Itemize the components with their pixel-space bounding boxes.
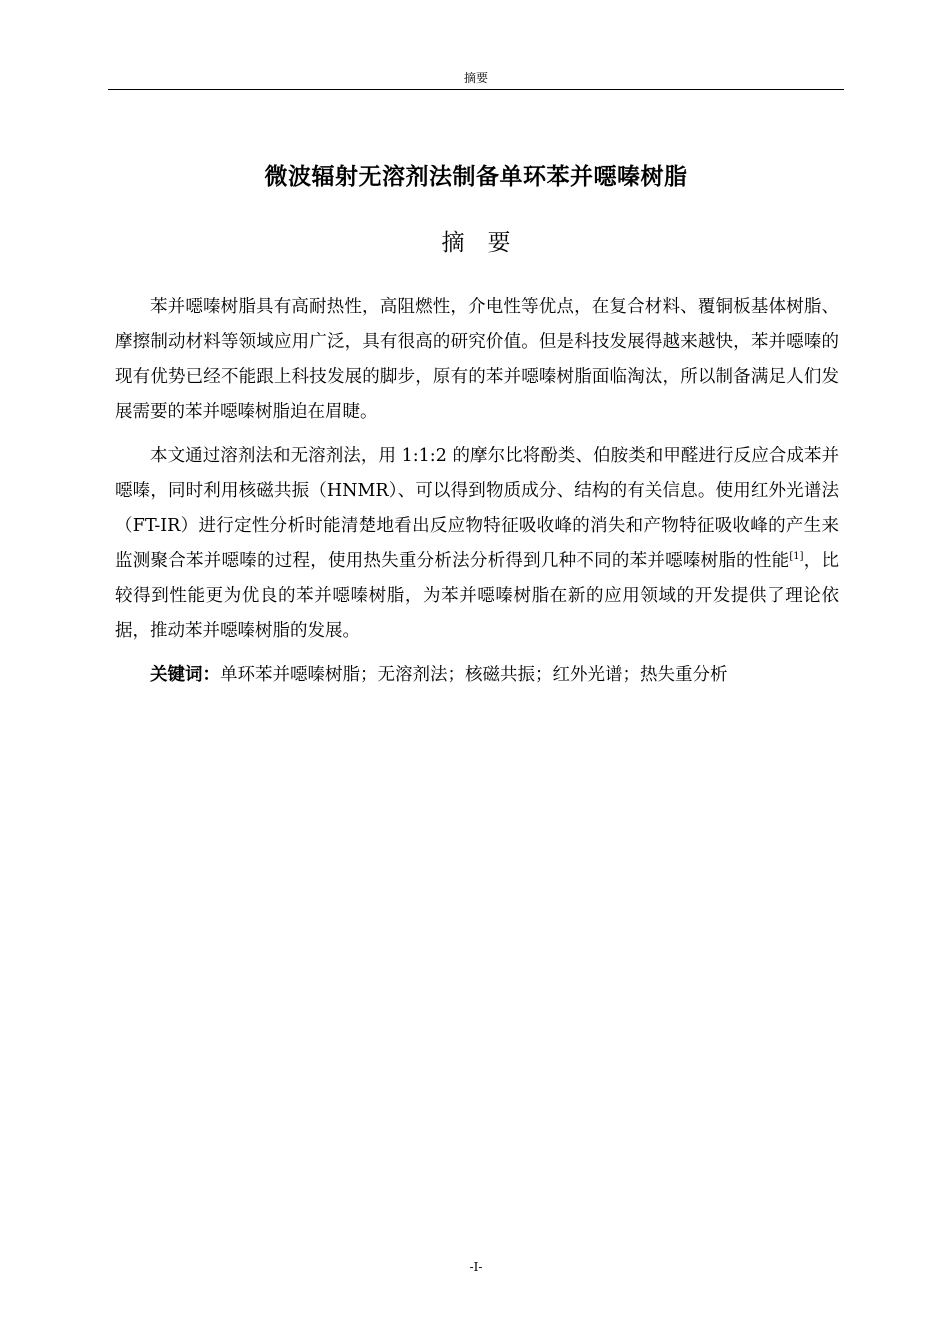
- abstract-body: [115, 290, 839, 702]
- paragraph-text-before-ref: 本文通过溶剂法和无溶剂法，用 1:1:2 的摩尔比将酚类、伯胺类和甲醛进行反应合成苯并噁嗪，同时利用核磁共振（HNMR）、可以得到物质成分、结构的有关信息。使用红外光谱法（FT-IR）进行定性分析时能清楚地看出反应物特征吸收峰的消失和产物特征吸收峰的产生来监测聚合苯并噁嗪的过程，使用热失重分析法分析得到几种不同的苯并噁嗪树脂的性能: [115, 446, 839, 571]
- keywords-label: 关键词：: [150, 665, 220, 685]
- paragraph-text: 苯并噁嗪树脂具有高耐热性，高阻燃性，介电性等优点，在复合材料、覆铜板基体树脂、摩擦制动材料等领域应用广泛，具有很高的研究价值。但是科技发展得越来越快，苯并噁嗪的现有优势已经不能跟上科技发展的脚步，原有的苯并噁嗪树脂面临淘汰，所以制备满足人们发展需要的苯并噁嗪树脂迫在眉睫。: [115, 297, 839, 422]
- page-number: -I-: [469, 1260, 483, 1274]
- abstract-paragraph-1: [115, 290, 839, 430]
- document-title: 微波辐射无溶剂法制备单环苯并噁嗪树脂: [264, 164, 688, 190]
- header-divider: [108, 89, 844, 90]
- keywords-text: 单环苯并噁嗪树脂；无溶剂法；核磁共振；红外光谱；热失重分析: [220, 665, 728, 685]
- abstract-paragraph-2: [115, 439, 839, 649]
- running-header: 摘要: [463, 71, 488, 85]
- citation-reference: [1]: [789, 551, 804, 563]
- keywords-line: [115, 658, 839, 693]
- paragraph-text-after-ref: ，比较得到性能更为优良的苯并噁嗪树脂，为苯并噁嗪树脂在新的应用领域的开发提供了理论依据，推动苯并噁嗪树脂的发展。: [115, 551, 840, 641]
- abstract-heading: 摘 要: [441, 230, 511, 256]
